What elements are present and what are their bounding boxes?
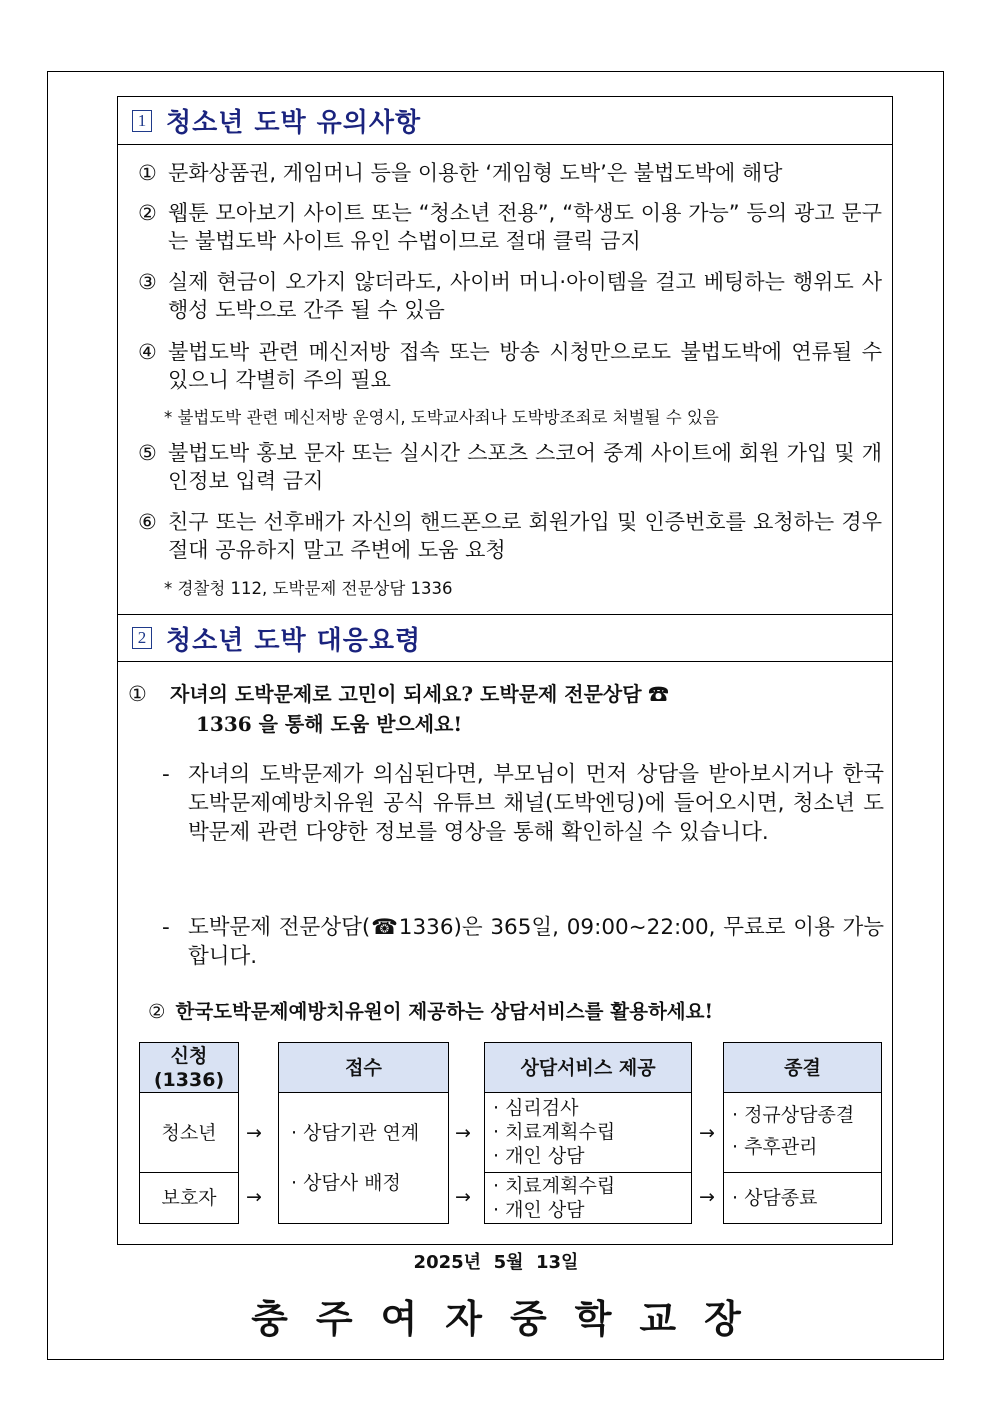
- item-text: 친구 또는 선후배가 자신의 핸드폰으로 회원가입 및 인증번호를 요청하는 경우 절대 공유하지 말고 주변에 도움 요청: [168, 510, 882, 562]
- item-marker: ②: [138, 201, 157, 225]
- flow-apply-youth: 청소년: [161, 1122, 217, 1144]
- item-marker: ⑤: [138, 441, 157, 465]
- flow-close-regular: · 정규상담종결: [732, 1104, 855, 1126]
- flow-receive-link: · 상담기관 연계: [291, 1122, 420, 1144]
- flow-service-plan: · 치료계획수립: [493, 1121, 616, 1143]
- caution-note-1: * 불법도박 관련 메신저방 운영시, 도박교사죄나 도박방조죄로 처벌될 수 있음: [164, 408, 719, 427]
- item-text: 문화상품권, 게임머니 등을 이용한 ‘게임형 도박’은 불법도박에 해당: [168, 161, 783, 185]
- dash-marker: -: [162, 915, 170, 940]
- item-marker: ①: [138, 161, 157, 185]
- item-marker: ⑥: [138, 510, 157, 534]
- section2-number: 2: [132, 627, 152, 649]
- flow-box-close: [723, 1042, 882, 1224]
- school-principal-signature: 충주여자중학교장: [251, 1297, 769, 1341]
- item-marker: ②: [148, 1000, 166, 1023]
- flow-receive-assign: · 상담사 배정: [291, 1172, 401, 1194]
- flow-close-end: · 상담종료: [732, 1187, 818, 1209]
- caution-note-2: * 경찰청 112, 도박문제 전문상담 1336: [164, 579, 453, 598]
- caution-item-3: [138, 268, 882, 324]
- flow-arrow: →: [455, 1186, 471, 1208]
- flow-service-plan-2: · 치료계획수립: [493, 1175, 616, 1197]
- flow-arrow: →: [699, 1186, 715, 1208]
- flow-arrow: →: [699, 1122, 715, 1144]
- bullet-text: 자녀의 도박문제가 의심된다면, 부모님이 먼저 상담을 받아보시거나 한국도박문제예방치유원 공식 유튜브 채널(도박엔딩)에 들어오시면, 청소년 도박문제 관련 다양한 정보를 영상을 통해 확인하실 수 있습니다.: [188, 762, 884, 845]
- flow-header-service: 상담서비스 제공: [485, 1043, 691, 1093]
- flow-divider: [140, 1172, 238, 1173]
- flow-divider: [485, 1172, 691, 1173]
- section1-number: 1: [132, 110, 152, 132]
- response-item-2: [148, 996, 713, 1024]
- section1-title: 청소년 도박 유의사항: [166, 108, 422, 138]
- flow-divider: [724, 1172, 881, 1173]
- caution-item-2: [138, 199, 882, 255]
- item-text: 실제 현금이 오가지 않더라도, 사이버 머니·아이템을 걸고 베팅하는 행위도 사행성 도박으로 간주 될 수 있음: [168, 270, 882, 322]
- flow-service-test: · 심리검사: [493, 1097, 579, 1119]
- flow-box-service: [484, 1042, 692, 1224]
- flow-service-counsel: · 개인 상담: [493, 1145, 585, 1167]
- item-marker: ④: [138, 340, 157, 364]
- flow-arrow: →: [246, 1186, 262, 1208]
- caution-item-4: [138, 338, 882, 394]
- bullet-text: 도박문제 전문상담(☎1336)은 365일, 09:00~22:00, 무료로 이용 가능합니다.: [188, 915, 884, 969]
- issue-date: 2025년 5월 13일: [413, 1252, 579, 1273]
- response-item-1-line2: 1336 을 통해 도움 받으세요!: [196, 712, 463, 736]
- caution-item-6: [138, 508, 882, 564]
- response-item-1-line1: 자녀의 도박문제로 고민이 되세요? 도박문제 전문상담 ☎: [170, 682, 669, 706]
- section2-title: 청소년 도박 대응요령: [166, 625, 422, 656]
- response-item-2-text: 한국도박문제예방치유원이 제공하는 상담서비스를 활용하세요!: [175, 1000, 714, 1023]
- response-bullet-2: [162, 913, 884, 971]
- section1-header: [118, 97, 892, 145]
- flow-arrow: →: [455, 1122, 471, 1144]
- flow-close-followup: · 추후관리: [732, 1136, 818, 1158]
- item-marker: ③: [138, 270, 157, 294]
- item-text: 불법도박 홍보 문자 또는 실시간 스포츠 스코어 중계 사이트에 회원 가입 및 개인정보 입력 금지: [168, 441, 882, 493]
- notice-table: [117, 96, 893, 1245]
- flow-header-receive: 접수: [279, 1043, 448, 1093]
- flow-apply-guardian: 보호자: [161, 1187, 217, 1209]
- flow-box-receive: [278, 1042, 449, 1224]
- response-bullet-1: [162, 760, 884, 847]
- flow-box-apply: [139, 1042, 239, 1224]
- caution-item-1: [138, 159, 882, 187]
- item-marker: ①: [128, 682, 147, 706]
- flow-header-apply: 신청 (1336): [140, 1043, 238, 1093]
- caution-item-5: [138, 439, 882, 495]
- flow-arrow: →: [246, 1122, 262, 1144]
- flow-header-close: 종결: [724, 1043, 881, 1093]
- item-text: 불법도박 관련 메신저방 접속 또는 방송 시청만으로도 불법도박에 연류될 수 있으니 각별히 주의 필요: [168, 340, 882, 392]
- item-text: 웹툰 모아보기 사이트 또는 “청소년 전용”, “학생도 이용 가능” 등의 광고 문구는 불법도박 사이트 유인 수법이므로 절대 클릭 금지: [168, 201, 882, 253]
- response-item-1: [128, 679, 880, 739]
- section2-header: [118, 614, 892, 662]
- flow-service-counsel-2: · 개인 상담: [493, 1199, 585, 1221]
- dash-marker: -: [162, 762, 170, 787]
